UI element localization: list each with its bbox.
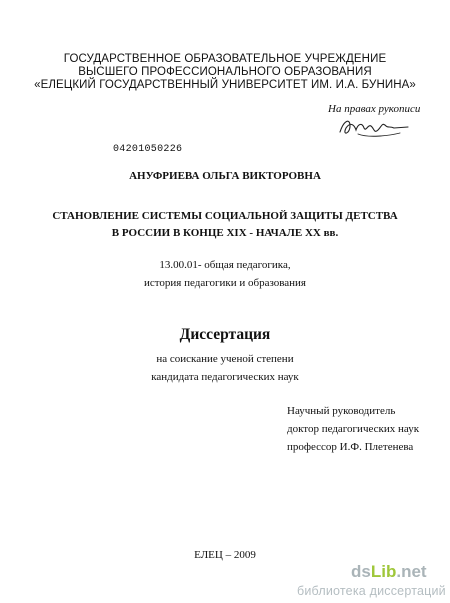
manuscript-rights-note: На правах рукописи (328, 103, 421, 115)
degree-line-2: кандидата педагогических наук (151, 371, 299, 383)
supervisor-line-3: профессор И.Ф. Плетенева (287, 441, 414, 453)
institution-line-2: ВЫСШЕГО ПРОФЕССИОНАЛЬНОГО ОБРАЗОВАНИЯ (78, 66, 372, 78)
author-name: АНУФРИЕВА ОЛЬГА ВИКТОРОВНА (129, 170, 321, 182)
institution-line-3: «ЕЛЕЦКИЙ ГОСУДАРСТВЕННЫЙ УНИВЕРСИТЕТ ИМ. И.А. БУНИНА» (34, 79, 416, 91)
city-year: ЕЛЕЦ – 2009 (194, 549, 256, 561)
specialty-line-1: 13.00.01- общая педагогика, (159, 259, 291, 271)
specialty-line-2: история педагогики и образования (143, 277, 306, 289)
supervisor-line-2: доктор педагогических наук (287, 423, 420, 435)
dslib-watermark-logo (351, 562, 427, 582)
supervisor-line-1: Научный руководитель (287, 405, 396, 417)
dissertation-title-line-1: СТАНОВЛЕНИЕ СИСТЕМЫ СОЦИАЛЬНОЙ ЗАЩИТЫ ДЕТСТВА (52, 210, 398, 222)
institution-line-1: ГОСУДАРСТВЕННОЕ ОБРАЗОВАТЕЛЬНОЕ УЧРЕЖДЕНИЕ (63, 53, 387, 65)
dissertation-title-line-2: В РОССИИ В КОНЦЕ XIX - НАЧАЛЕ XX вв. (111, 227, 339, 239)
watermark-logo-mid: Lib (370, 562, 397, 581)
watermark-logo-suffix: .net (396, 562, 427, 581)
handwritten-signature (338, 114, 418, 140)
degree-line-1: на соискание ученой степени (156, 353, 294, 365)
catalog-code: 04201050226 (113, 144, 183, 155)
document-type: Диссертация (179, 326, 271, 343)
watermark-text: библиотека диссертаций (297, 584, 446, 598)
watermark-logo-prefix: ds (351, 562, 371, 581)
